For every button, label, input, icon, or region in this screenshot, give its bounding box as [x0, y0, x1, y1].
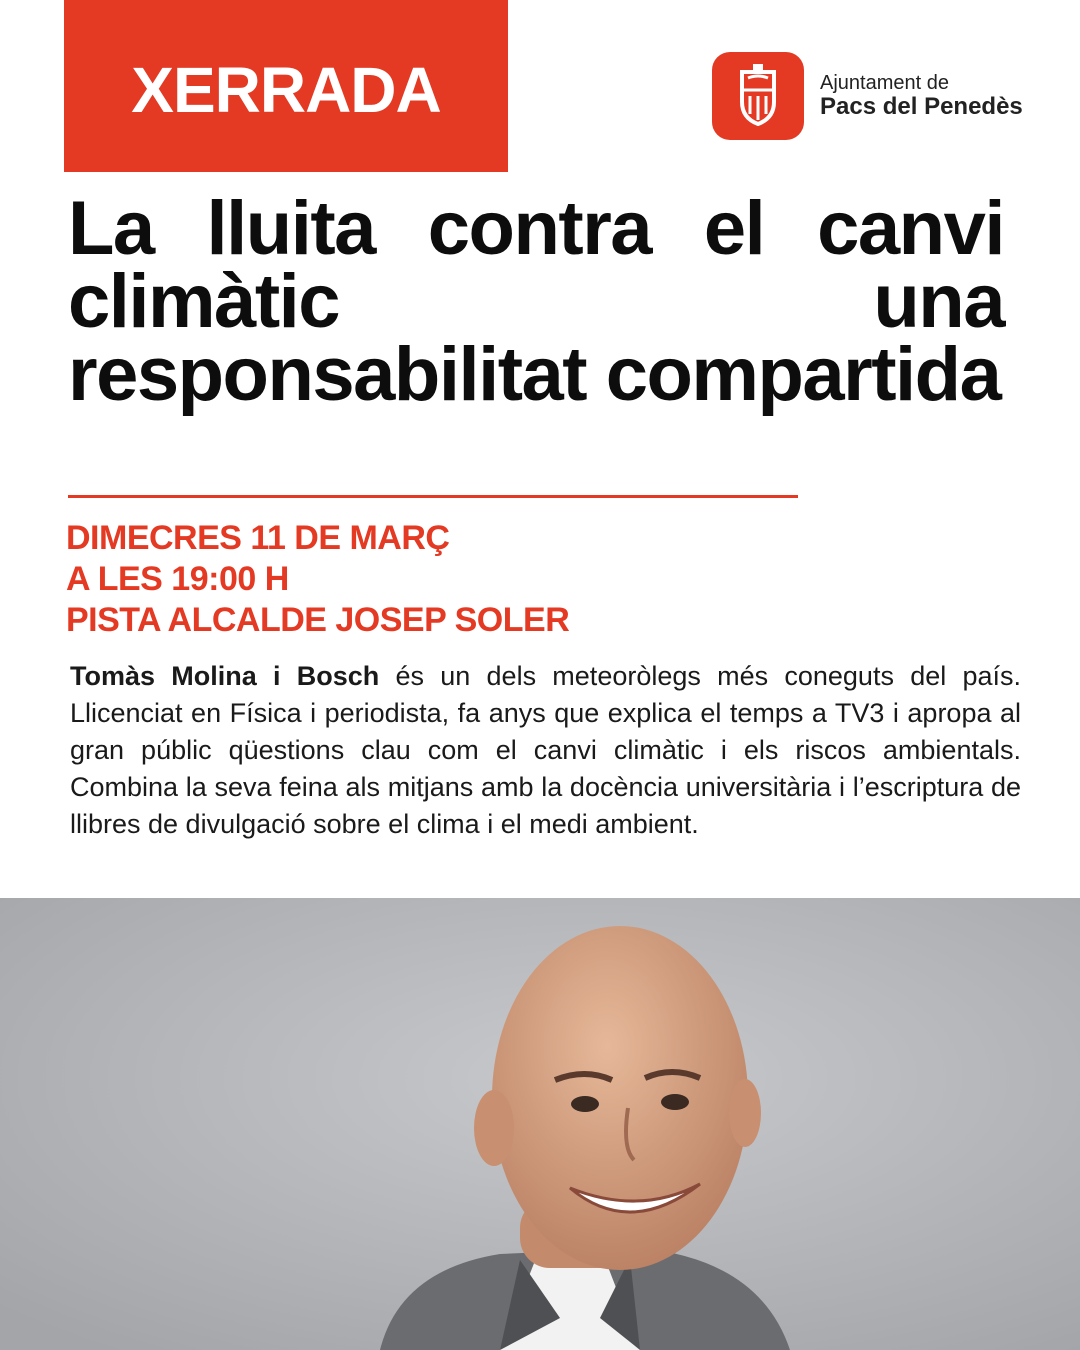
event-type-label: XERRADA — [131, 54, 441, 126]
logo-line-2: Pacs del Penedès — [820, 92, 1023, 120]
speaker-portrait-illustration — [0, 898, 1080, 1350]
event-time: A LES 19:00 H — [66, 560, 289, 598]
speaker-name: Tomàs Molina i Bosch — [70, 661, 380, 691]
municipality-logo — [712, 52, 1023, 140]
title-divider — [68, 495, 798, 498]
event-details — [66, 518, 569, 641]
event-place: PISTA ALCALDE JOSEP SOLER — [66, 601, 570, 639]
speaker-bio-text: és un dels meteoròlegs més coneguts del país. Llicenciat en Física i periodista, fa anys que explica el temps a TV3 i apropa al gran públic qüestions clau com el canvi climàtic i els riscos ambientals. Combina la seva feina als mitjans amb la docència universitària i l’escriptura de llibres de divulgació sobre el clima i el medi ambient. — [70, 661, 1021, 839]
event-date: DIMECRES 11 DE MARÇ — [66, 519, 450, 557]
speaker-photo — [0, 898, 1080, 1350]
event-type-badge — [64, 0, 508, 172]
speaker-bio — [70, 658, 1021, 843]
event-title: La lluita contra el canvi climàtic una responsabilitat compartida — [68, 186, 1004, 417]
logo-line-1: Ajuntament de — [820, 71, 949, 94]
municipal-shield-icon — [712, 52, 804, 140]
shield-graphic — [712, 52, 804, 140]
